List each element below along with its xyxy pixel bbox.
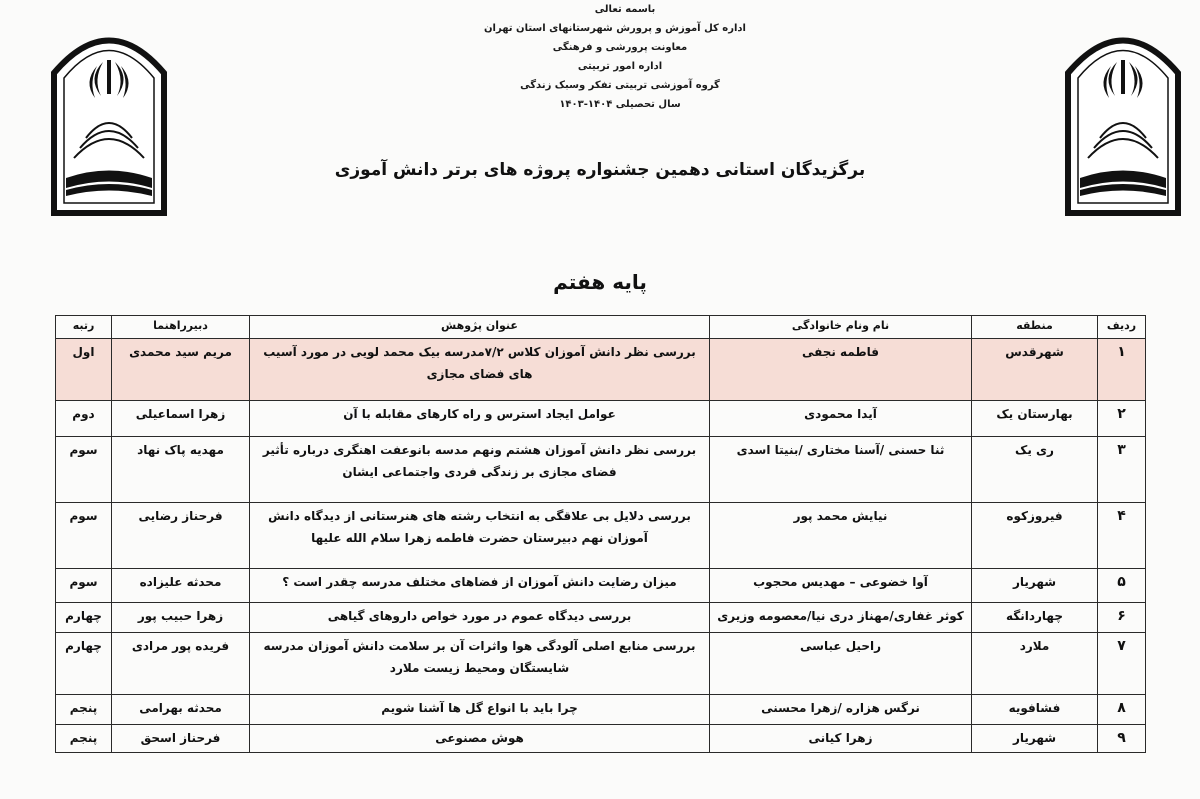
cell-region: فیروزکوه [972,503,1098,569]
cell-rank: سوم [56,503,112,569]
cell-topic: هوش مصنوعی [250,725,710,753]
table-row [56,569,1146,603]
table-row [56,633,1146,695]
cell-teacher: مریم سید محمدی [112,339,250,401]
table-row [56,603,1146,633]
header-line: معاونت پرورشی و فرهنگی [552,42,688,53]
cell-idx: ۶ [1098,603,1146,633]
cell-idx: ۵ [1098,569,1146,603]
cell-name: ثنا حسنی /آسنا مختاری /بنیتا اسدی [710,437,972,503]
cell-teacher: فرحناز رضایی [112,503,250,569]
cell-idx: ۸ [1098,695,1146,725]
iran-emblem-icon [1060,18,1186,218]
col-header-topic: عنوان پژوهش [250,316,710,339]
cell-region: بهارستان یک [972,401,1098,437]
cell-idx: ۳ [1098,437,1146,503]
table-row [56,503,1146,569]
cell-idx: ۱ [1098,339,1146,401]
cell-rank: دوم [56,401,112,437]
cell-teacher: زهرا حبیب پور [112,603,250,633]
cell-topic: بررسی منابع اصلی آلودگی هوا واثرات آن بر سلامت دانش آموزان مدرسه شایستگان ومحیط زیست ملارد [250,633,710,695]
col-header-idx: ردیف [1098,316,1146,339]
section-title: پایه هفتم [553,270,647,294]
col-header-rank: رتبه [56,316,112,339]
cell-teacher: فرحناز اسحق [112,725,250,753]
iran-emblem-icon [46,18,172,218]
header-line: باسمه تعالی [594,4,656,15]
letterhead [230,0,970,114]
page-title: برگزیدگان استانی دهمین جشنواره پروژه های برتر دانش آموزی [334,160,866,180]
cell-region: ملارد [972,633,1098,695]
cell-region: فشافویه [972,695,1098,725]
cell-region: ری یک [972,437,1098,503]
results-table [55,315,1146,753]
table-row [56,437,1146,503]
cell-name: کوثر غفاری/مهناز دری نیا/معصومه وزیری [710,603,972,633]
left-emblem [46,18,172,218]
cell-name: نرگس هزاره /زهرا محسنی [710,695,972,725]
cell-region: شهریار [972,725,1098,753]
header-line: اداره امور تربیتی [577,61,663,72]
cell-name: آوا خضوعی – مهدیس محجوب [710,569,972,603]
cell-topic: بررسی دلایل بی علاقگی به انتخاب رشته های هنرستانی از دیدگاه دانش آموزان نهم دبیرستان حضرت فاطمه زهرا سلام الله علیها [250,503,710,569]
cell-teacher: محدثه علیزاده [112,569,250,603]
cell-rank: پنجم [56,695,112,725]
table-header-row [56,316,1146,339]
cell-topic: بررسی دیدگاه عموم در مورد خواص داروهای گیاهی [250,603,710,633]
col-header-teacher: دبیرراهنما [112,316,250,339]
cell-idx: ۹ [1098,725,1146,753]
cell-rank: پنجم [56,725,112,753]
cell-teacher: فریده پور مرادی [112,633,250,695]
cell-topic: بررسی نظر دانش آموزان هشتم ونهم مدسه بانوعفت اهنگری درباره تأثیر فضای مجازی بر زندگی فردی واجتماعی ایشان [250,437,710,503]
col-header-name: نام ونام خانوادگی [710,316,972,339]
right-emblem [1060,18,1186,218]
cell-topic: چرا باید با انواع گل ها آشنا شویم [250,695,710,725]
cell-region: شهرقدس [972,339,1098,401]
cell-region: چهاردانگه [972,603,1098,633]
table-row [56,401,1146,437]
table-row [56,339,1146,401]
cell-teacher: محدثه بهرامی [112,695,250,725]
cell-name: زهرا کیانی [710,725,972,753]
table-row [56,695,1146,725]
cell-topic: عوامل ایجاد استرس و راه کارهای مقابله با آن [250,401,710,437]
cell-name: فاطمه نجفی [710,339,972,401]
cell-topic: میزان رضایت دانش آموزان از فضاهای مختلف مدرسه چقدر است ؟ [250,569,710,603]
cell-idx: ۴ [1098,503,1146,569]
cell-teacher: زهرا اسماعیلی [112,401,250,437]
header-line: گروه آموزشی تربیتی تفکر وسبک زندگی [520,80,720,91]
cell-rank: چهارم [56,633,112,695]
header-line: سال تحصیلی ۱۴۰۴-۱۴۰۳ [559,99,681,110]
cell-rank: اول [56,339,112,401]
cell-name: آیدا محمودی [710,401,972,437]
cell-rank: سوم [56,569,112,603]
cell-rank: سوم [56,437,112,503]
col-header-region: منطقه [972,316,1098,339]
cell-name: نیایش محمد پور [710,503,972,569]
cell-idx: ۷ [1098,633,1146,695]
header-line: اداره کل آموزش و پرورش شهرستانهای استان تهران [484,23,746,34]
cell-name: راحیل عباسی [710,633,972,695]
table-row [56,725,1146,753]
cell-region: شهریار [972,569,1098,603]
cell-idx: ۲ [1098,401,1146,437]
cell-teacher: مهدیه پاک نهاد [112,437,250,503]
cell-topic: بررسی نظر دانش آموزان کلاس ۷/۲مدرسه بیک محمد لویی در مورد آسیب های فضای مجازی [250,339,710,401]
cell-rank: چهارم [56,603,112,633]
